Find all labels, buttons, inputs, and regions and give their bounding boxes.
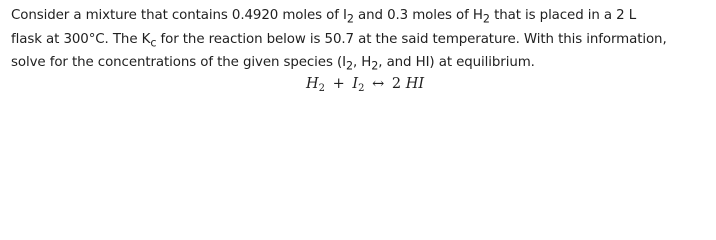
text-segment: , H: [352, 55, 372, 71]
subscript: 2: [358, 83, 365, 94]
subscript: 2: [346, 12, 354, 26]
problem-line-3: [11, 53, 711, 77]
text-segment: , and HI) at equilibrium.: [378, 55, 535, 71]
text-segment: flask at 300°C. The K: [11, 31, 151, 47]
text-segment: for the reaction below is 50.7 at the said temperature. With this information,: [156, 31, 667, 47]
problem-line-2: [11, 30, 711, 54]
reactant-h2: H: [306, 76, 319, 92]
plus-sign: +: [332, 76, 345, 92]
text-segment: and 0.3 moles of H: [353, 8, 483, 23]
subscript: 2: [318, 83, 326, 94]
reaction-equation: [306, 76, 424, 92]
subscript: 2: [345, 60, 353, 74]
text-segment: solve for the concentrations of the given species (I: [11, 55, 346, 71]
product-hi: HI: [405, 76, 425, 92]
text-segment: Consider a mixture that contains 0.4920 moles of I: [11, 8, 347, 23]
subscript: c: [150, 36, 157, 50]
problem-line-1: [11, 6, 711, 30]
subscript: 2: [371, 60, 379, 74]
reactant-i2: I: [352, 76, 359, 92]
subscript: 2: [482, 12, 490, 26]
problem-statement: [11, 6, 711, 77]
text-segment: that is placed in a 2 L: [489, 8, 637, 23]
equilibrium-arrow-icon: ↔: [372, 76, 385, 92]
product-coefficient: 2: [391, 76, 402, 92]
